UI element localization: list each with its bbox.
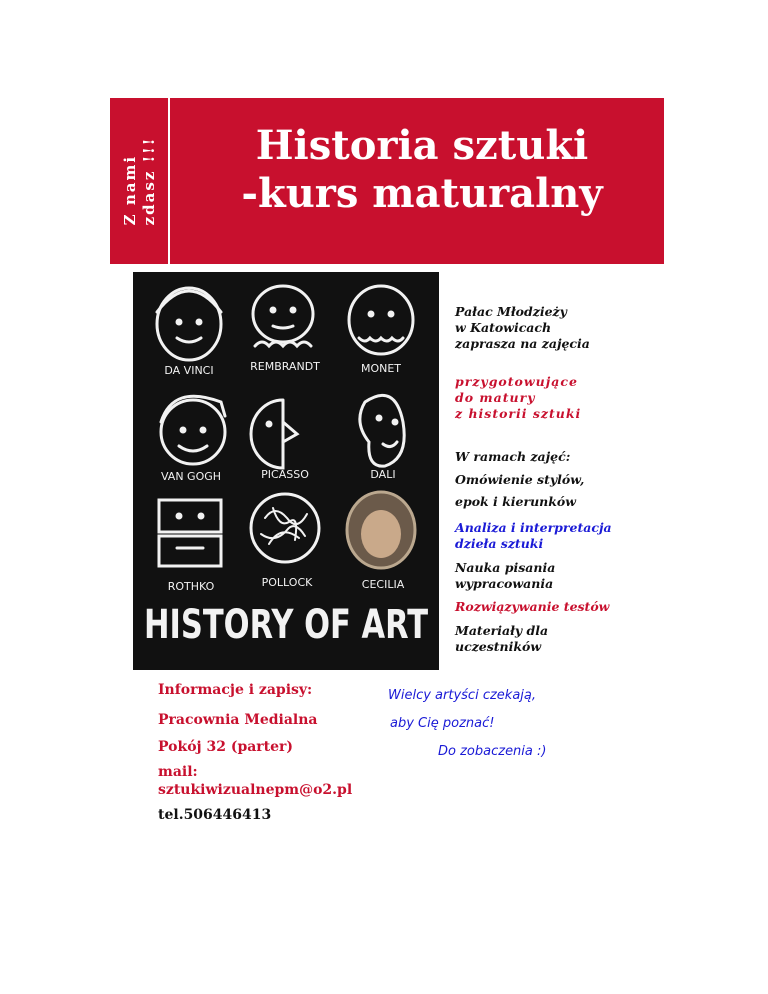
vangogh-face [161, 400, 225, 464]
contact-heading: Informacje i zapisy: [158, 682, 313, 698]
poster-headline: HISTORY OF ART [144, 602, 429, 648]
farewell-line3: Do zobaczenia :) [438, 744, 547, 759]
rembrandt-face [253, 286, 313, 342]
davinci-face [157, 288, 221, 360]
contact-mail: mail: sztukiwizualnepm@o2.pl [158, 764, 353, 798]
picasso-face [251, 400, 283, 468]
contact-room: Pokój 32 (parter) [158, 739, 294, 755]
poster-name-cecilia: CECILIA [361, 578, 405, 591]
history-of-art-poster [133, 272, 439, 670]
poster-name-pollock: POLLOCK [261, 576, 313, 589]
farewell-line2: aby Cię poznać! [390, 716, 495, 731]
program-item: Omówienie stylów, [455, 472, 585, 487]
poster-name-davinci: DA VINCI [164, 364, 214, 377]
intro-text: Pałac Młodzieży w Katowicach zaprasza na zajęcia [455, 304, 590, 351]
poster-chalk-drawing [133, 272, 439, 670]
davinci-hair [157, 291, 221, 312]
poster-name-rembrandt: REMBRANDT [250, 360, 320, 373]
dali-face [360, 395, 404, 466]
rothko-bottom [159, 536, 221, 566]
pollock-face [251, 494, 319, 562]
title-line2: -kurs maturalny [241, 170, 603, 217]
poster-name-picasso: PICASSO [261, 468, 309, 481]
program-item: Nauka pisania wypracowania [455, 560, 556, 591]
program-item: epok i kierunków [455, 494, 577, 509]
intro-subject-name: z historii sztuki [455, 406, 582, 421]
program-heading: W ramach zajęć: [455, 449, 571, 464]
poster-name-rothko: ROTHKO [167, 580, 215, 593]
side-slogan [121, 137, 159, 226]
program-item: Rozwiązywanie testów [455, 599, 610, 614]
poster-name-monet: MONET [360, 362, 402, 375]
rothko-top [159, 500, 221, 532]
farewell-line1: Wielcy artyści czekają, [388, 688, 536, 703]
side-slogan-line1: Z nami [121, 154, 139, 226]
program-item: Analiza i interpretacja dzieła sztuki [455, 520, 612, 551]
program-item: Materiały dla uczestników [455, 623, 549, 654]
contact-place: Pracownia Medialna [158, 712, 318, 728]
intro-subject: przygotowujące do matury [455, 374, 578, 405]
poster-name-dali: DALI [370, 468, 396, 481]
monet-beard [359, 338, 403, 341]
monet-face [349, 286, 413, 354]
page-title [186, 122, 658, 218]
title-line1: Historia sztuki [255, 122, 589, 169]
side-slogan-line2: zdasz !!! [140, 136, 158, 226]
contact-phone: tel.506446413 [158, 807, 272, 823]
poster-name-vangogh: VAN GOGH [160, 470, 222, 483]
